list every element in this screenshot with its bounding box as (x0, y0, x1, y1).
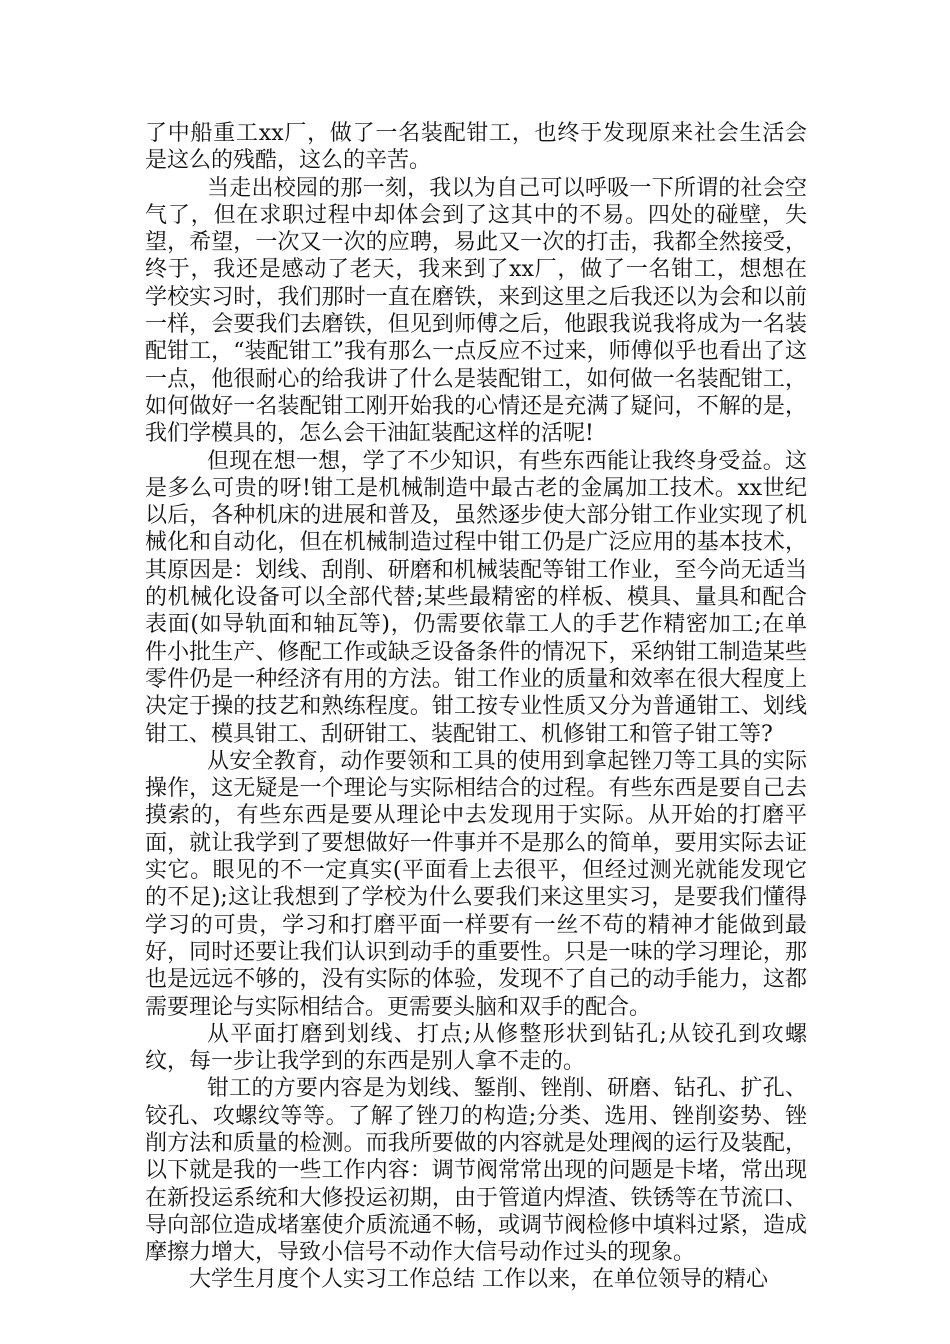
document-body (145, 120, 807, 1294)
paragraph-3: 但现在想一想，学了不少知识，有些东西能让我终身受益。这是多么可贵的呀!钳工是机械制造中最古老的金属加工技术。xx世纪以后，各种机床的进展和普及，虽然逐步使大部分钳工作业实现了机械化和自动化，但在机械制造过程中钳工仍是广泛应用的基本技术，其原因是：划线、刮削、研磨和机械装配等钳工作业，至今尚无适当的机械化设备可以全部代替;某些最精密的样板、模具、量具和配合表面(如导轨面和轴瓦等)，仍需要依靠工人的手艺作精密加工;在单件小批生产、修配工作或缺乏设备条件的情况下，采纳钳工制造某些零件仍是一种经济有用的方法。钳工作业的质量和效率在很大程度上决定于操的技艺和熟练程度。钳工按专业性质又分为普通钳工、划线钳工、模具钳工、刮研钳工、装配钳工、机修钳工和管子钳工等? (145, 448, 807, 747)
paragraph-7: 大学生月度个人实习工作总结 工作以来，在单位领导的精心 (189, 1267, 768, 1293)
paragraph-5: 从平面打磨到划线、打点;从修整形状到钻孔;从铰孔到攻螺纹，每一步让我学到的东西是别人拿不走的。 (145, 1021, 807, 1075)
paragraph-4: 从安全教育，动作要领和工具的使用到拿起锉刀等工具的实际操作，这无疑是一个理论与实际相结合的过程。有些东西是要自己去摸索的，有些东西是要从理论中去发现用于实际。从开始的打磨平面，就让我学到了要想做好一件事并不是那么的简单，要用实际去证实它。眼见的不一定真实(平面看上去很平，但经过测光就能发现它的不足);这让我想到了学校为什么要我们来这里实习，是要我们懂得学习的可贵，学习和打磨平面一样要有一丝不苟的精神才能做到最好，同时还要让我们认识到动手的重要性。只是一味的学习理论，那也是远远不够的，没有实际的体验，发现不了自己的动手能力，这都需要理论与实际相结合。更需要头脑和双手的配合。 (145, 748, 807, 1020)
paragraph-2: 当走出校园的那一刻，我以为自己可以呼吸一下所谓的社会空气了，但在求职过程中却体会到了这其中的不易。四处的碰壁，失望，希望，一次又一次的应聘，易此又一次的打击，我都全然接受，终于，我还是感动了老天，我来到了xx厂，做了一名钳工，想想在学校实习时，我们那时一直在磨铁，来到这里之后我还以为会和以前一样，会要我们去磨铁，但见到师傅之后，他跟我说我将成为一名装配钳工，“装配钳工”我有那么一点反应不过来，师傅似乎也看出了这一点，他很耐心的给我讲了什么是装配钳工，如何做一名装配钳工，如何做好一名装配钳工刚开始我的心情还是充满了疑问，不解的是，我们学模具的，怎么会干油缸装配这样的活呢! (145, 175, 807, 447)
paragraph-1: 了中船重工xx厂，做了一名装配钳工，也终于发现原来社会生活会是这么的残酷，这么的辛苦。 (145, 121, 807, 174)
paragraph-6: 钳工的方要内容是为划线、錾削、锉削、研磨、钻孔、扩孔、铰孔、攻螺纹等等。了解了锉刀的构造;分类、选用、锉削姿势、锉削方法和质量的检测。而我所要做的内容就是处理阀的运行及装配，以下就是我的一些工作内容：调节阀常常出现的问题是卡堵，常出现在新投运系统和大修投运初期，由于管道内焊渣、铁锈等在节流口、导向部位造成堵塞使介质流通不畅，或调节阀检修中填料过紧，造成摩擦力增大，导致小信号不动作大信号动作过头的现象。 (145, 1076, 807, 1266)
